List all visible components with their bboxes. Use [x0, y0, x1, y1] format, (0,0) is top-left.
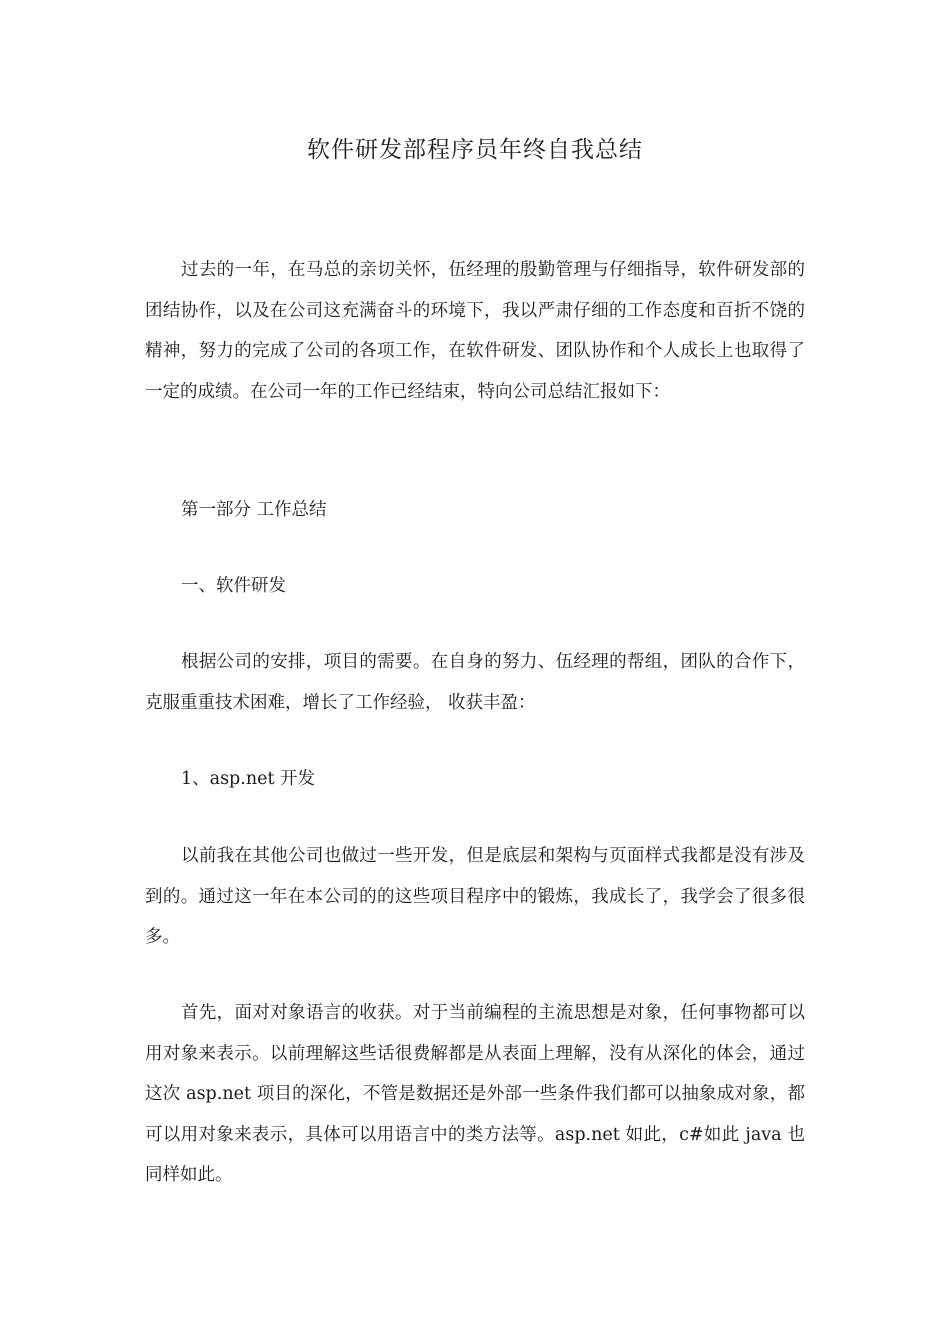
- sub-paragraph-2: 首先，面对对象语言的收获。对于当前编程的主流思想是对象，任何事物都可以用对象来表示。以前理解这些话很费解都是从表面上理解，没有从深化的体会，通过这次 asp.net 项目的深化，不管是数据还是外部一些条件我们都可以抽象成对象，都可以用对象来表示，具体可以用语言中的类方法等。asp.net 如此，c#如此 java 也同样如此。: [145, 1003, 805, 1186]
- document-title: 软件研发部程序员年终自我总结: [307, 137, 643, 163]
- sub-heading: 1、asp.net 开发: [181, 769, 316, 789]
- sub-paragraph-1: 以前我在其他公司也做过一些开发，但是底层和架构与页面样式我都是没有涉及到的。通过这一年在本公司的的这些项目程序中的锻炼，我成长了，我学会了很多很多。: [145, 846, 805, 948]
- intro-paragraph: 过去的一年，在马总的亲切关怀，伍经理的殷勤管理与仔细指导，软件研发部的团结协作，以及在公司这充满奋斗的环境下，我以严肃仔细的工作态度和百折不饶的精神，努力的完成了公司的各项工作，在软件研发、团队协作和个人成长上也取得了一定的成绩。在公司一年的工作已经结束，特向公司总结汇报如下：: [145, 260, 805, 402]
- section-paragraph: 根据公司的安排，项目的需要。在自身的努力、伍经理的帮组，团队的合作下，克服重重技术困难，增长了工作经验， 收获丰盈：: [145, 652, 805, 713]
- part-heading: 第一部分 工作总结: [181, 500, 327, 520]
- section-heading: 一、软件研发: [181, 576, 286, 596]
